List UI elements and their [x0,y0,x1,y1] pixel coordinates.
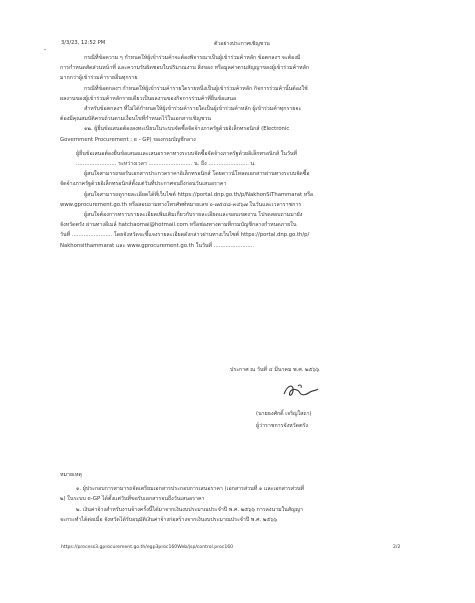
announcement-date: ประกาศ ณ วันที่ ๔ มีนาคม พ.ศ. ๒๕๖๖ [230,367,320,373]
body-line: Nakhonsithammarat และ www.gprocurement.go.th ในวันที่ ........................ [60,242,255,249]
body-line: ผู้สนใจสามารถขอรับเอกสารประกวดราคาอิเล็กทรอนิกส์ โดยดาวน์โหลดเอกสารผ่านทางระบบจัดซื้อ [84,171,310,178]
body-line: จังหวัดตรัง ผ่านทางอีเมล์ hatchaomai@hotmail.com หรือช่องทางตามที่กรมบัญชีกลางกำหนดภายใน [60,222,297,229]
body-line: มากกว่าผู้เข้าร่วมค้ารายอื่นทุกราย [60,75,138,82]
document-body [60,53,420,251]
body-line: www.gprocurement.go.th หรือสอบถามทางโทรศัพท์หมายเลข ๐-๗๕๔๘-๓๔๖๗ ในวันและเวลาราชการ [60,201,302,208]
body-line: ผู้ยื่นข้อเสนอต้องยื่นข้อเสนอและเสนอราคาทางระบบจัดซื้อจัดจ้างภาครัฐด้วยอิเล็กทรอนิกส์ ในวันที่ [76,150,298,157]
signatory-position: ผู้ว่าราชการจังหวัดตรัง [256,423,308,429]
note-line: ๑. ผู้ประกอบการสามารถจัดเตรียมเอกสารประกอบการเสนอราคา (เอกสารส่วนที่ ๑ และเอกสารส่วนที่ [76,486,305,493]
body-line: ต้องมีคุณสมบัติครบถ้วนตามเงื่อนไขที่กำหนดไว้ในเอกสารเชิญชวน [60,116,212,123]
body-line: Government Procurement : e - GP) ของกรมบัญชีกลาง [60,136,196,143]
notes-title: หมายเหตุ [60,472,82,478]
body-line: จัดจ้างภาครัฐด้วยอิเล็กทรอนิกส์ตั้งแต่วันที่ประกาศจนถึงก่อนวันเสนอราคา [60,181,227,188]
body-line: ผู้สนใจสามารถดูรายละเอียดได้ที่เว็บไซต์ https://portal.dnp.go.th/p/NakhonSiThammarat หรือ [84,191,314,198]
body-line: การกำหนดสัดส่วนหน้าที่ และความรับผิดชอบในปริมาณงาน สิ่งของ หรือมูลค่าตามสัญญาของผู้เข้าร่วมค้าหลัก [60,65,310,72]
body-line: ผู้สนใจต้องการทราบรายละเอียดเพิ่มเติมเกี่ยวกับรายละเอียดและขอบเขตงาน โปรดสอบถามมายัง [84,212,303,219]
body-line: ผลงานของผู้เข้าร่วมค้าหลักรายเดียวเป็นผลงานของกิจการร่วมค้าที่ยื่นข้อเสนอ [60,95,237,102]
body-line: ........................ ระหว่างเวลา .......................... น. ถึง ........................ น. [76,161,256,168]
footer-url: https://process3.gprocurement.go.th/egp3proc160Web/jsp/control.proc160 [61,545,234,550]
note-line: จะกระทำได้ต่อเมื่อ จังหวัดได้รับอนุมัติเงินค่าจ้างก่อสร้างจากเงินงบประมาณประจำปี พ.ศ. ๒๕๖๖ [60,516,278,523]
header-title: ตัวอย่างประกาศเชิญชวน [214,41,270,47]
signatory-name: (นายธงศักดิ์ เจริญใสถา) [256,411,312,417]
note-line: ๒. เงินค่าจ้างสำหรับงานจ้างครั้งนี้ได้มาจากเงินงบประมาณประจำปี พ.ศ. ๒๕๖๖ การลงนามในสัญญา [76,506,304,513]
signature-icon [280,380,320,402]
body-line: วันที่ ........................ โดยจังหวัดจะชี้แจงรายละเอียดดังกล่าวผ่านทางเว็บไซต์ https://portal.dnp.go.th/p/ [60,232,310,239]
body-line: สำหรับข้อตกลงฯ ที่ไม่ได้กำหนดให้ผู้เข้าร่วมค้ารายใดเป็นผู้เข้าร่วมค้าหลัก ผู้เข้าร่วมค้าทุกรายจะ [84,106,302,113]
page-number: 2/2 [393,545,401,550]
body-line: ๑๒. ผู้ยื่นข้อเสนอต้องลงทะเบียนในระบบจัดซื้อจัดจ้างภาครัฐด้วยอิเล็กทรอนิกส์ (Electronic [84,126,290,133]
page-marker: - [44,46,47,53]
note-line: ๒) ในระบบ e-GP ได้ตั้งแต่วันที่ขอรับเอกสารจนถึงวันเสนอราคา [60,496,205,503]
header-datetime: 3/3/23, 12:52 PM [61,40,106,46]
body-line: กรณีที่ข้อตกลงฯ กำหนดให้ผู้เข้าร่วมค้ารายใดรายหนึ่งเป็นผู้เข้าร่วมค้าหลัก กิจการร่วมค้านั้นต้องใช้ [84,85,308,92]
body-line: กรณีที่ข้อความ ๆ กำหนดให้ผู้เข้าร่วมค้าจะต้องพิจารณาเป็นผู้เข้าร่วมค้าหลัก ข้อตกลงฯ จะต้องมี [84,55,301,61]
notes-section [60,470,420,525]
